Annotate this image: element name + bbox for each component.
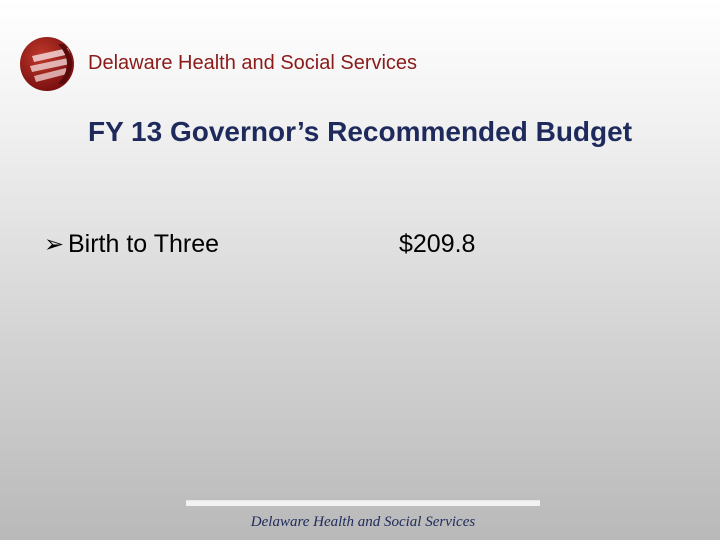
budget-item-value: $209.8 (399, 230, 476, 258)
dhss-logo-icon (18, 34, 80, 94)
footer-text: Delaware Health and Social Services (250, 514, 476, 530)
budget-item-label: Birth to Three (68, 230, 220, 258)
org-name: Delaware Health and Social Services (88, 52, 418, 74)
footer-divider (186, 500, 540, 506)
slide-title: FY 13 Governor’s Recommended Budget (87, 116, 633, 147)
arrow-bullet-icon: ➢ (44, 231, 65, 258)
header (18, 34, 518, 94)
list-item (44, 226, 684, 266)
